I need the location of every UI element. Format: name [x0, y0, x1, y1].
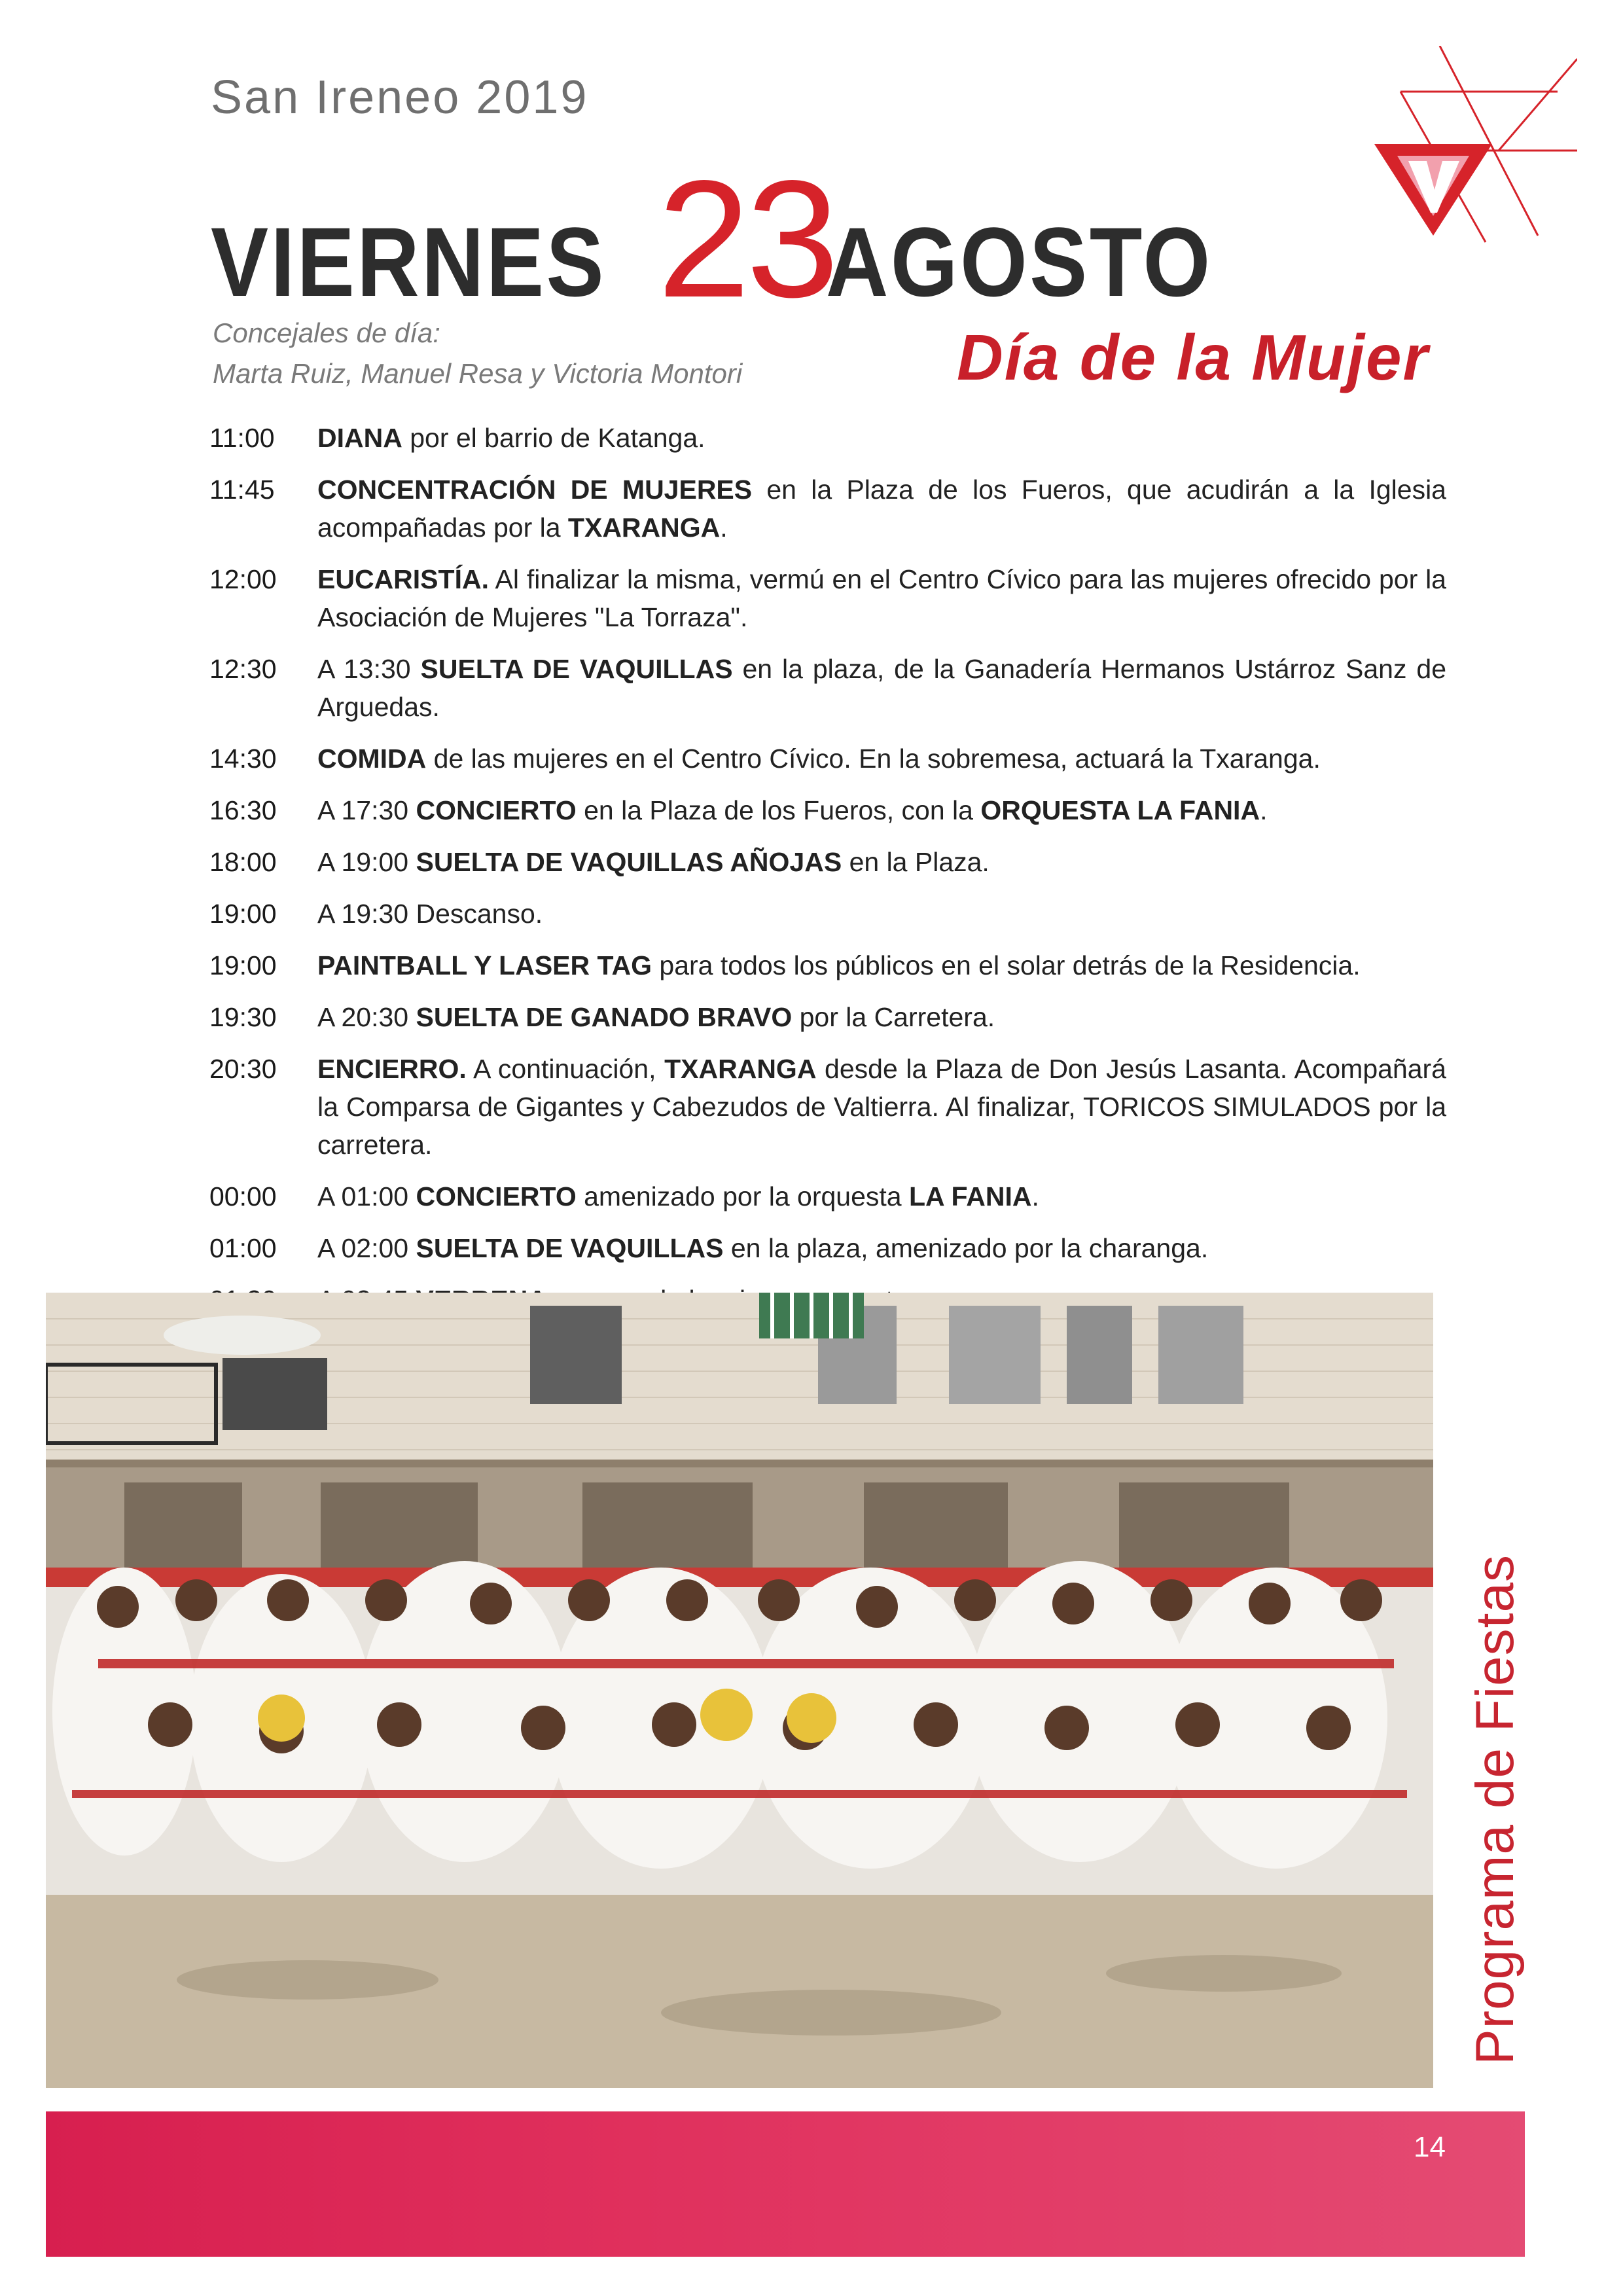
event-time: 19:00 — [209, 950, 277, 980]
schedule-row — [209, 560, 1446, 636]
event-description: ENCIERRO. A continuación, TXARANGA desde la Plaza de Don Jesús Lasanta. Acompañará la Comparsa de Gigantes y Cabezudos de Valtierra. Al finalizar, TORICOS SIMULADOS por la carretera. — [317, 1054, 1446, 1160]
schedule-row — [209, 1177, 1446, 1215]
event-description: A 01:00 CONCIERTO amenizado por la orquesta LA FANIA. — [317, 1181, 1039, 1211]
event-description: A 20:30 SUELTA DE GANADO BRAVO por la Carretera. — [317, 1002, 995, 1032]
event-description: A 19:00 SUELTA DE VAQUILLAS AÑOJAS en la Plaza. — [317, 847, 990, 877]
event-description: PAINTBALL Y LASER TAG para todos los públicos en el solar detrás de la Residencia. — [317, 950, 1361, 980]
event-time: 11:45 — [209, 475, 275, 505]
event-time: 19:30 — [209, 1002, 277, 1032]
event-time: 12:30 — [209, 654, 277, 684]
day-subtitle: Día de la Mujer — [957, 321, 1429, 393]
schedule-row — [209, 650, 1446, 726]
page-number: 14 — [1414, 2131, 1446, 2163]
concejales-names: Marta Ruiz, Manuel Resa y Victoria Montori — [213, 358, 743, 389]
schedule-row — [209, 471, 1446, 547]
event-time: 00:00 — [209, 1181, 277, 1211]
event-description: DIANA por el barrio de Katanga. — [317, 423, 705, 453]
side-label — [1435, 1509, 1556, 2111]
side-label-text: Programa de Fiestas — [1465, 1554, 1525, 2066]
event-time: 20:30 — [209, 1054, 277, 1084]
event-time: 19:00 — [209, 899, 277, 929]
event-description: A 02:00 SUELTA DE VAQUILLAS en la plaza, amenizado por la charanga. — [317, 1233, 1209, 1263]
event-time: 12:00 — [209, 564, 277, 594]
schedule-row — [209, 1229, 1446, 1267]
schedule-row — [209, 1050, 1446, 1164]
footer-band — [46, 2111, 1525, 2257]
group-photo-illustration — [46, 1293, 1433, 2088]
event-description: COMIDA de las mujeres en el Centro Cívico. En la sobremesa, actuará la Txaranga. — [317, 744, 1321, 774]
schedule-row — [209, 419, 1446, 457]
schedule-row — [209, 740, 1446, 778]
title-weekday: VIERNES — [211, 207, 607, 317]
event-time: 11:00 — [209, 423, 275, 453]
schedule-list — [209, 419, 1446, 1333]
header-year: San Ireneo 2019 — [211, 71, 589, 124]
event-time: 14:30 — [209, 744, 277, 774]
schedule-row — [209, 946, 1446, 984]
schedule-row — [209, 895, 1446, 933]
schedule-row — [209, 791, 1446, 829]
event-time: 16:30 — [209, 795, 277, 825]
group-photo — [46, 1293, 1433, 2088]
concejales-label: Concejales de día: — [213, 317, 440, 348]
event-description: A 17:30 CONCIERTO en la Plaza de los Fueros, con la ORQUESTA LA FANIA. — [317, 795, 1268, 825]
schedule-row — [209, 843, 1446, 881]
event-description: CONCENTRACIÓN DE MUJERES en la Plaza de los Fueros, que acudirán a la Iglesia acompañadas por la TXARANGA. — [317, 475, 1446, 543]
event-time: 01:00 — [209, 1233, 277, 1263]
title-day-number: 23 — [657, 146, 836, 333]
fiestas-logo-icon — [1361, 46, 1577, 262]
schedule-row — [209, 998, 1446, 1036]
event-description: A 13:30 SUELTA DE VAQUILLAS en la plaza, de la Ganadería Hermanos Ustárroz Sanz de Arguedas. — [317, 654, 1446, 722]
title-month: AGOSTO — [826, 207, 1213, 317]
event-description: EUCARISTÍA. Al finalizar la misma, vermú en el Centro Cívico para las mujeres ofrecido por la Asociación de Mujeres "La Torraza". — [317, 564, 1446, 632]
event-time: 18:00 — [209, 847, 277, 877]
event-description: A 19:30 Descanso. — [317, 899, 543, 929]
concejales — [213, 313, 742, 394]
